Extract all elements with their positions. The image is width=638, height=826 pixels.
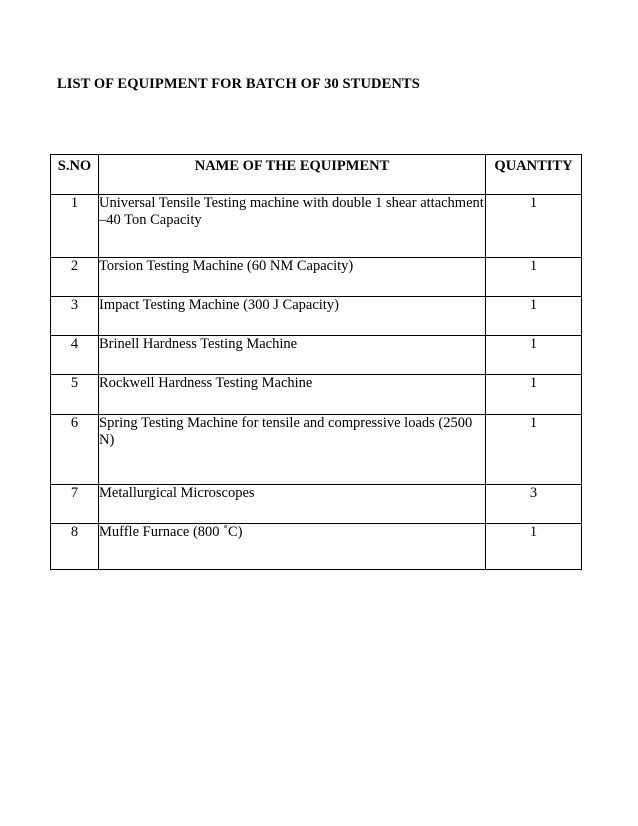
- row-quantity: 1: [486, 258, 582, 297]
- equipment-table: [50, 154, 582, 570]
- row-sno: 7: [51, 485, 99, 524]
- table-row: [51, 375, 582, 415]
- row-sno: 8: [51, 524, 99, 570]
- row-equipment-name: Universal Tensile Testing machine with double 1 shear attachment –40 Ton Capacity: [99, 195, 486, 258]
- row-equipment-name: Impact Testing Machine (300 J Capacity): [99, 297, 486, 336]
- row-quantity: 1: [486, 375, 582, 415]
- table-row: [51, 485, 582, 524]
- table-row: [51, 258, 582, 297]
- row-sno: 6: [51, 415, 99, 485]
- row-equipment-name: Rockwell Hardness Testing Machine: [99, 375, 486, 415]
- table-row: [51, 195, 582, 258]
- header-quantity: QUANTITY: [486, 155, 582, 195]
- row-equipment-name: Metallurgical Microscopes: [99, 485, 486, 524]
- row-quantity: 1: [486, 415, 582, 485]
- row-equipment-name: Spring Testing Machine for tensile and compressive loads (2500 N): [99, 415, 486, 485]
- header-equipment-name: NAME OF THE EQUIPMENT: [99, 155, 486, 195]
- row-sno: 4: [51, 336, 99, 375]
- row-quantity: 1: [486, 297, 582, 336]
- row-equipment-name: Muffle Furnace (800 ˚C): [99, 524, 486, 570]
- row-sno: 5: [51, 375, 99, 415]
- document-title: LIST OF EQUIPMENT FOR BATCH OF 30 STUDENTS: [57, 76, 420, 92]
- table-header-row: [51, 155, 582, 195]
- table-row: [51, 415, 582, 485]
- row-sno: 1: [51, 195, 99, 258]
- row-quantity: 3: [486, 485, 582, 524]
- row-equipment-name: Torsion Testing Machine (60 NM Capacity): [99, 258, 486, 297]
- table-row: [51, 336, 582, 375]
- row-quantity: 1: [486, 524, 582, 570]
- table-row: [51, 524, 582, 570]
- header-sno: S.NO: [51, 155, 99, 195]
- row-sno: 3: [51, 297, 99, 336]
- row-quantity: 1: [486, 195, 582, 258]
- row-quantity: 1: [486, 336, 582, 375]
- row-equipment-name: Brinell Hardness Testing Machine: [99, 336, 486, 375]
- table-row: [51, 297, 582, 336]
- row-sno: 2: [51, 258, 99, 297]
